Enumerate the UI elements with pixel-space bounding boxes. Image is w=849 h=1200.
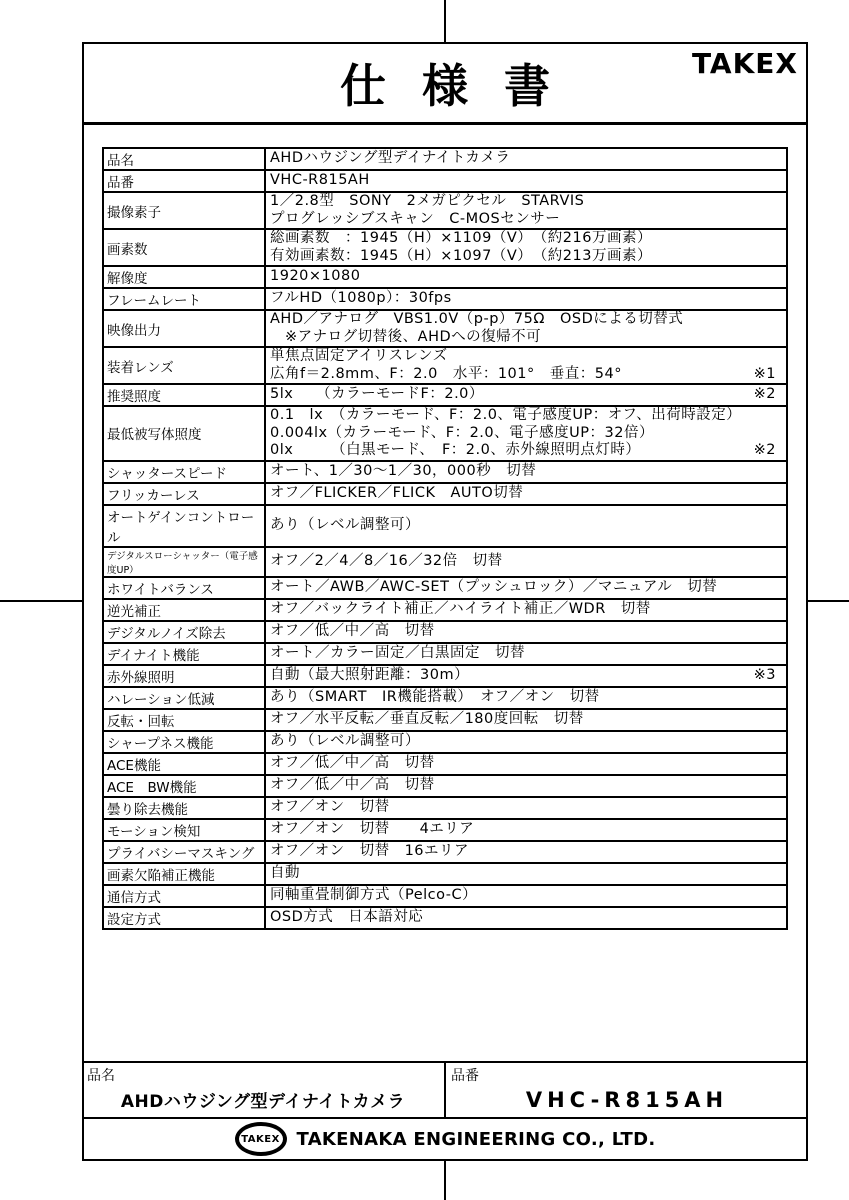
spec-line: オフ／低／中／高 切替 <box>270 776 435 793</box>
sheet-frame <box>82 42 808 1161</box>
spec-value <box>265 731 787 753</box>
spec-line: 同軸重畳制御方式（Pelco-C） <box>270 886 478 903</box>
footer-product-name-cell <box>82 1063 446 1117</box>
spec-row <box>103 229 787 266</box>
spec-line: 単焦点固定アイリスレンズ <box>270 348 448 364</box>
spec-note: ※1 <box>753 365 776 382</box>
spec-line: オフ／オン 切替 16エリア <box>270 842 470 859</box>
spec-value <box>265 170 787 192</box>
spec-label: 赤外線照明 <box>103 665 265 687</box>
spec-row <box>103 310 787 347</box>
spec-value <box>265 505 787 547</box>
spec-value <box>265 266 787 288</box>
spec-note: ※3 <box>753 666 776 683</box>
spec-line: オフ／オン 切替 4エリア <box>270 820 475 837</box>
spec-line: オフ／オン 切替 <box>270 798 390 815</box>
spec-line: オート、1／30～1／30，000秒 切替 <box>270 462 537 479</box>
spec-row <box>103 885 787 907</box>
footer-number-value: VHC-R815AH <box>525 1088 729 1112</box>
spec-row <box>103 599 787 621</box>
spec-row <box>103 797 787 819</box>
spec-value <box>265 841 787 863</box>
spec-value <box>265 863 787 885</box>
spec-row <box>103 148 787 170</box>
brand-logo-takex: TAKEX <box>691 47 798 80</box>
spec-label: フリッカーレス <box>103 483 265 505</box>
spec-label: 撮像素子 <box>103 192 265 229</box>
footer-company-strip <box>82 1117 808 1159</box>
spec-value <box>265 665 787 687</box>
spec-label: デイナイト機能 <box>103 643 265 665</box>
footer-name-value: AHDハウジング型デイナイトカメラ <box>120 1092 406 1112</box>
spec-value <box>265 819 787 841</box>
spec-line: あり（SMART IR機能搭載） オフ／オン 切替 <box>270 688 600 705</box>
spec-row <box>103 731 787 753</box>
spec-label: 装着レンズ <box>103 347 265 384</box>
spec-label: デジタルスローシャッター（電子感度UP） <box>103 547 265 577</box>
spec-note: ※2 <box>753 386 776 403</box>
spec-label: 品番 <box>103 170 265 192</box>
spec-row <box>103 819 787 841</box>
spec-row <box>103 347 787 384</box>
spec-row <box>103 863 787 885</box>
spec-value <box>265 797 787 819</box>
spec-line: VHC-R815AH <box>270 172 370 189</box>
spec-label: 推奨照度 <box>103 384 265 406</box>
spec-row <box>103 384 787 406</box>
spec-row <box>103 170 787 192</box>
spec-line: 自動 <box>270 864 300 881</box>
spec-line: オフ／水平反転／垂直反転／180度回転 切替 <box>270 710 584 727</box>
document-title: 仕 様 書 <box>339 59 561 113</box>
spec-label: 画素数 <box>103 229 265 266</box>
spec-row <box>103 709 787 731</box>
spec-line: あり（レベル調整可） <box>270 732 420 749</box>
spec-line: 1920×1080 <box>270 268 361 285</box>
spec-table-body <box>103 148 787 929</box>
spec-label: 解像度 <box>103 266 265 288</box>
spec-label: 最低被写体照度 <box>103 406 265 461</box>
footer-product-number-cell <box>446 1063 808 1117</box>
spec-row <box>103 841 787 863</box>
spec-line: 0.004lx（カラーモード、F：2.0、電子感度UP：32倍） <box>270 424 654 441</box>
spec-line: AHDハウジング型デイナイトカメラ <box>270 150 511 167</box>
spec-label: ホワイトバランス <box>103 577 265 599</box>
spec-row <box>103 547 787 577</box>
spec-label: 逆光補正 <box>103 599 265 621</box>
spec-line: フルHD（1080p）：30fps <box>270 290 452 307</box>
spec-label: 設定方式 <box>103 907 265 929</box>
spec-value <box>265 643 787 665</box>
spec-row <box>103 665 787 687</box>
spec-label: 反転・回転 <box>103 709 265 731</box>
spec-value <box>265 885 787 907</box>
spec-line: OSD方式 日本語対応 <box>270 908 424 925</box>
spec-label: ACE BW機能 <box>103 775 265 797</box>
takex-logo-text: TAKEX <box>241 1133 280 1145</box>
spec-row <box>103 192 787 229</box>
crop-mark-top <box>444 0 446 43</box>
spec-label: オートゲインコントロール <box>103 505 265 547</box>
spec-value <box>265 577 787 599</box>
spec-row <box>103 621 787 643</box>
spec-row <box>103 483 787 505</box>
crop-mark-left <box>0 600 83 602</box>
spec-label: フレームレート <box>103 288 265 310</box>
spec-line: 総画素数 ：1945（H）×1109（V） （約216万画素） <box>270 230 652 246</box>
spec-line: 有効画素数：1945（H）×1097（V） （約213万画素） <box>270 247 652 264</box>
spec-table <box>102 147 788 930</box>
spec-line: オフ／低／中／高 切替 <box>270 754 435 771</box>
spec-value <box>265 288 787 310</box>
spec-label: 通信方式 <box>103 885 265 907</box>
spec-value <box>265 229 787 266</box>
spec-row <box>103 907 787 929</box>
spec-value <box>265 192 787 229</box>
spec-line: 自動（最大照射距離：30m） ※3 <box>270 667 782 685</box>
company-name: TAKENAKA ENGINEERING CO., LTD. <box>296 1128 656 1150</box>
spec-row <box>103 687 787 709</box>
spec-line: AHD／アナログ VBS1.0V（p-p）75Ω OSDによる切替式 <box>270 311 684 327</box>
spec-value <box>265 310 787 347</box>
spec-note: ※2 <box>753 442 776 458</box>
spec-line: オフ／バックライト補正／ハイライト補正／WDR 切替 <box>270 600 651 617</box>
spec-row <box>103 288 787 310</box>
spec-row <box>103 577 787 599</box>
spec-value <box>265 547 787 577</box>
spec-label: シャープネス機能 <box>103 731 265 753</box>
title-block <box>84 44 806 125</box>
spec-label: 画素欠陥補正機能 <box>103 863 265 885</box>
spec-label: ハレーション低減 <box>103 687 265 709</box>
spec-label: 曇り除去機能 <box>103 797 265 819</box>
spec-line: プログレッシブスキャン C-MOSセンサー <box>270 210 561 227</box>
crop-mark-right <box>807 600 849 602</box>
spec-row <box>103 406 787 461</box>
spec-line: 0.1 lx （カラーモード、F：2.0、電子感度UP：オフ、出荷時設定） <box>270 407 742 423</box>
spec-line: 0lx （白黒モード、 F：2.0、赤外線照明点灯時） ※2 <box>270 442 782 460</box>
spec-value <box>265 907 787 929</box>
spec-label: ACE機能 <box>103 753 265 775</box>
spec-label: 品名 <box>103 148 265 170</box>
footer-id-block <box>82 1061 808 1117</box>
spec-value <box>265 148 787 170</box>
crop-mark-bottom <box>444 1160 446 1200</box>
spec-line: オフ／FLICKER／FLICK AUTO切替 <box>270 484 524 501</box>
spec-line: 1／2.8型 SONY 2メガピクセル STARVIS <box>270 193 585 209</box>
spec-value <box>265 775 787 797</box>
spec-value <box>265 599 787 621</box>
spec-value <box>265 687 787 709</box>
spec-line: 5lx （カラーモードF：2.0） ※2 <box>270 386 782 404</box>
spec-label: プライバシーマスキング <box>103 841 265 863</box>
spec-label: 映像出力 <box>103 310 265 347</box>
footer-number-label: 品番 <box>451 1068 479 1084</box>
spec-row <box>103 753 787 775</box>
spec-value <box>265 483 787 505</box>
spec-value <box>265 709 787 731</box>
spec-line: ※アナログ切替後、AHDへの復帰不可 <box>270 328 542 345</box>
spec-value <box>265 461 787 483</box>
spec-line: 広角f＝2.8mm、F：2.0 水平：101° 垂直：54° ※1 <box>270 366 782 384</box>
spec-line: あり（レベル調整可） <box>270 516 420 533</box>
spec-value <box>265 384 787 406</box>
spec-line: オフ／低／中／高 切替 <box>270 622 435 639</box>
footer-name-label: 品名 <box>87 1068 115 1084</box>
spec-value <box>265 753 787 775</box>
spec-row <box>103 461 787 483</box>
spec-value <box>265 621 787 643</box>
spec-label: シャッタースピード <box>103 461 265 483</box>
spec-line: オート／AWB／AWC-SET（プッシュロック）／マニュアル 切替 <box>270 578 718 595</box>
spec-label: デジタルノイズ除去 <box>103 621 265 643</box>
spec-label: モーション検知 <box>103 819 265 841</box>
spec-row <box>103 775 787 797</box>
spec-row <box>103 643 787 665</box>
spec-row <box>103 266 787 288</box>
spec-line: オート／カラー固定／白黒固定 切替 <box>270 644 525 661</box>
spec-line: オフ／2／4／8／16／32倍 切替 <box>270 552 503 569</box>
spec-value <box>265 347 787 384</box>
takex-circle-logo-icon <box>235 1122 287 1156</box>
spec-row <box>103 505 787 547</box>
spec-value <box>265 406 787 461</box>
